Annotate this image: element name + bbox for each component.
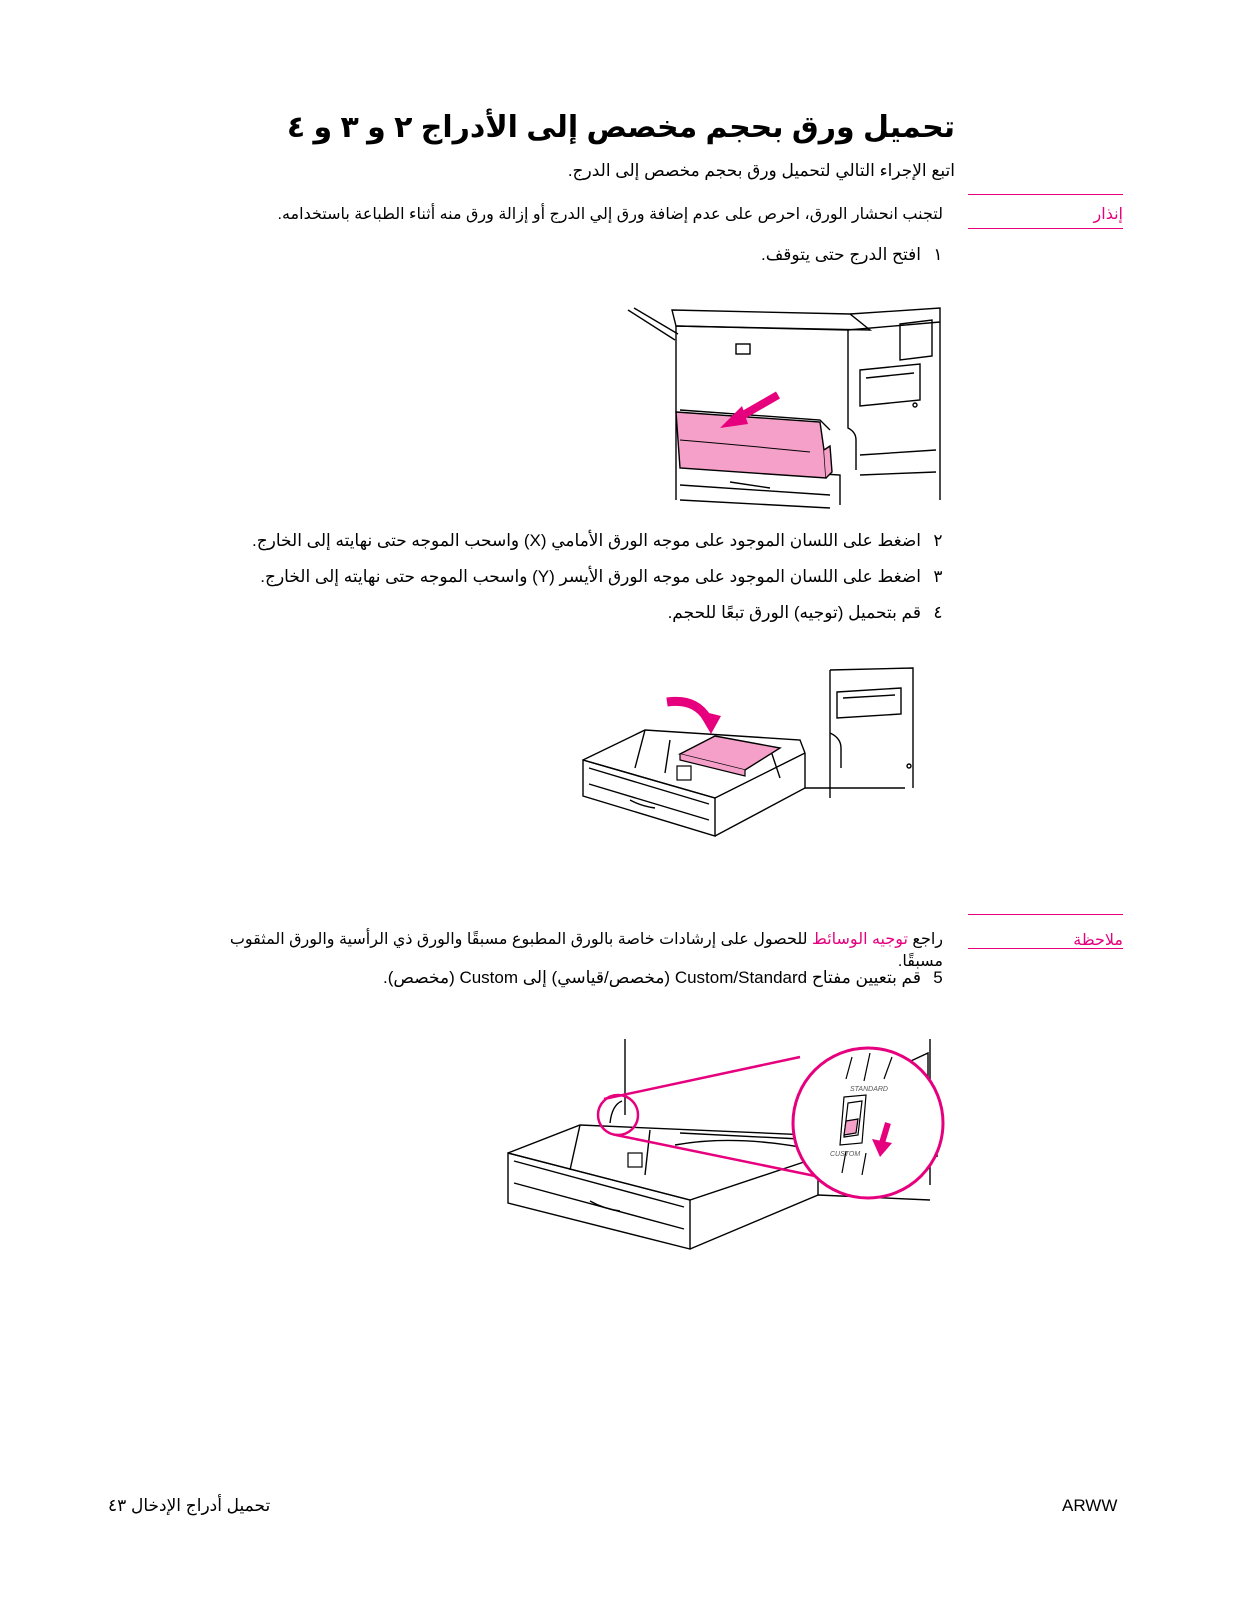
step-5: [195, 967, 955, 989]
step-2: [195, 530, 955, 552]
figure-load-paper: [575, 668, 920, 843]
step-text: اضغط على اللسان الموجود على موجه الورق الأمامي (X) واسحب الموجه حتى نهايته إلى الخارج.: [251, 531, 921, 550]
warning-label: إنذار: [1093, 206, 1123, 223]
footer-left: ARWW: [1062, 1496, 1118, 1515]
step-text: قم بتعيين مفتاح Custom/Standard (مخصص/قياسي) إلى Custom (مخصص).: [383, 968, 921, 987]
note-label: ملاحظة: [1073, 932, 1123, 949]
standard-label: STANDARD: [850, 1086, 888, 1093]
note-suffix: للحصول على إرشادات خاصة بالورق المطبوع مسبقًا والورق ذي الرأسية والورق المثقوب مسبقًا.: [229, 931, 943, 970]
step-text: اضغط على اللسان الموجود على موجه الورق الأيسر (Y) واسحب الموجه حتى نهايته إلى الخارج.: [260, 567, 921, 586]
custom-label: CUSTOM: [830, 1151, 861, 1158]
step-4: [195, 602, 955, 624]
step-text: قم بتحميل (توجيه) الورق تبعًا للحجم.: [667, 603, 921, 622]
footer-right: تحميل أدراج الإدخال ٤٣: [108, 1496, 271, 1515]
note-prefix: راجع: [912, 931, 943, 948]
step-text: افتح الدرج حتى يتوقف.: [760, 245, 921, 264]
step-1: [195, 244, 955, 266]
step-number: ٣: [933, 567, 943, 586]
note-rule-top: [968, 914, 1123, 915]
step-number: ١: [933, 245, 943, 264]
step-3: [195, 566, 955, 588]
media-guidelines-link[interactable]: توجيه الوسائط: [812, 931, 908, 948]
warning-rule-top: [968, 194, 1123, 195]
figure-open-tray: [620, 300, 950, 515]
intro-text: اتبع الإجراء التالي لتحميل ورق بحجم مخصص إلى الدرج.: [567, 161, 955, 180]
warning-text: لتجنب انحشار الورق، احرص على عدم إضافة ورق إلي الدرج أو إزالة ورق منه أثناء الطباعة باستخدامه.: [277, 206, 943, 223]
page-title: تحميل ورق بحجم مخصص إلى الأدراج ٢ و ٣ و ٤: [286, 111, 955, 144]
curved-arrow-icon: [667, 701, 721, 734]
figure-custom-switch: [500, 1035, 945, 1250]
step-number: ٢: [933, 531, 943, 550]
warning-rule-bottom: [968, 228, 1123, 229]
step-number: ٤: [933, 603, 943, 622]
step-number: 5: [933, 968, 943, 987]
